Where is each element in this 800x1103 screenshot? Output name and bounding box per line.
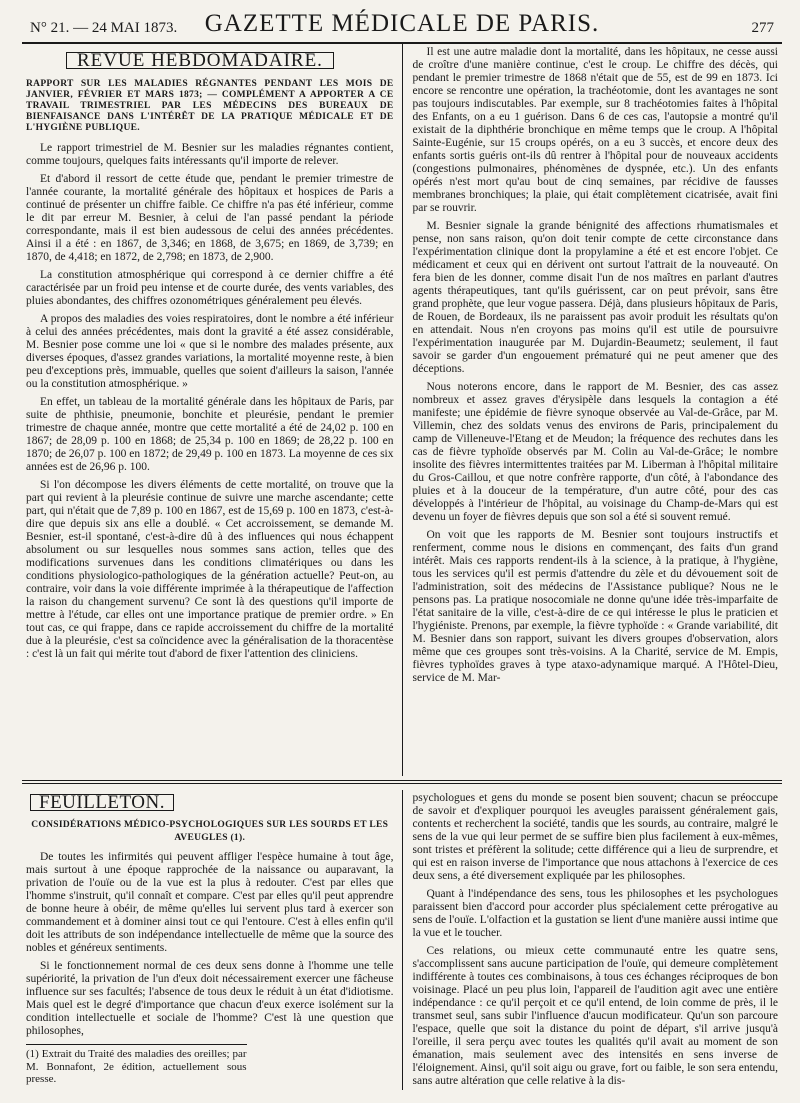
revue-paragraph: On voit que les rapports de M. Besnier sont toujours instructifs et renferment, comme nous le disions en commençant, des faits d'un grand intérêt. Mais ces rapports rendent-ils à la science, à la pratique, à l'hygiène, tous les services qu'il est permis d'attendre du zèle et du dévouement soit de l'administration, soit des médecins de l'Assistance publique? Nous ne le pensons pas. La pratique nosocomiale ne donne qu'une idée très-imparfaite de l'état sanitaire de la ville, c'est-à-dire de ce qui intéresse le plus le praticien et l'hygiéniste. Prenons, par exemple, la fièvre typhoïde : « Grande variabilité, dit M. Besnier dans son rapport, suivant les divers groupes d'observation, alors même que ces groupes sont très-voisins. A la Charité, service de M. Empis, fièvres typhoïdes graves à type ataxo-adynamique marqué. A l'Hôtel-Dieu, service de M. Mar- bbox=[412, 529, 778, 684]
feuilleton-section-title: FEUILLETON. bbox=[30, 794, 174, 811]
feuilleton-paragraph: Si le fonctionnement normal de ces deux sens donne à l'homme une telle supériorité, la privation de l'un d'eux doit nécessairement exercer une fâcheuse influence sur ses facultés; l'absence de tous deux le réduit à un état d'idiotisme. Mais quel est le degré d'importance que chacun d'eux exerce isolément sur la condition intellectuelle et sociale de l'homme? C'est là une question que philosophes, bbox=[26, 960, 394, 1037]
revue-paragraph: M. Besnier signale la grande bénignité des affections rhumatismales et pense, non sans raison, qu'on doit tenir compte de cette circonstance dans l'expérimentation clinique dont la propylamine a été et est encore l'objet. Ce médicament et ceux qui en dérivent ont surtout l'attrait de la nouveauté. On fera bien de les donner, comme disait l'un de nos maîtres en parlant d'autres agents thérapeutiques, tant qu'ils guérissent, car on peut prévoir, sans être grand prophète, que leur vogue passera. Déjà, dans plusieurs hôpitaux de Paris, de Rouen, de Bordeaux, ils ne paraissent pas avoir produit les résultats qu'on en attendait. Nous n'en croyons pas moins qu'il est utile de poursuivre l'expérimentation inaugurée par M. Dujardin-Beaumetz; seulement, il faut savoir se garder d'un engouement prématuré qui ne peut amener que des déceptions. bbox=[412, 220, 778, 375]
revue-paragraph: A propos des maladies des voies respiratoires, dont le nombre a été inférieur à celui des années précédentes, mais dont la gravité a été assez considérable, M. Besnier pose comme une loi « que si le nombre des malades présente, aux diverses époques, d'assez grandes variations, la mortalité moyenne reste, à bien peu d'exceptions près, immuable, quelles que soient d'ailleurs la saison, l'année ou la constitution atmosphérique. » bbox=[26, 313, 394, 390]
section-separator bbox=[22, 780, 782, 784]
feuilleton-left-column bbox=[22, 790, 402, 1090]
issue-number: N° 21. — 24 MAI 1873. bbox=[30, 20, 178, 36]
page-header bbox=[22, 8, 782, 44]
revue-paragraph: Le rapport trimestriel de M. Besnier sur les maladies régnantes contient, comme toujours, quelques faits intéressants qu'il importe de relever. bbox=[26, 142, 394, 167]
footnote: (1) Extrait du Traité des maladies des oreilles; par M. Bonnafont, 2e édition, actuellement sous presse. bbox=[26, 1044, 247, 1086]
revue-section bbox=[22, 44, 782, 776]
revue-paragraph: La constitution atmosphérique qui correspond à ce dernier chiffre a été caractérisée par un froid peu intense et de courte durée, des vents variables, des pluies abondantes, des chiffres ozonométriques généralement peu élevés. bbox=[26, 269, 394, 307]
feuilleton-right-column bbox=[403, 790, 783, 1090]
revue-paragraph: Il est une autre maladie dont la mortalité, dans les hôpitaux, ne cesse aussi de croître d'une manière continue, c'est le croup. Le chiffre des décès, qui pendant le premier trimestre de 1868 n'était que de 55, est de 99 en 1873. Ici encore se rencontre une opération, la trachéotomie, dont les avantages ne sont pas toujours indiscutables. Par exemple, sur 8 trachéotomies faites à l'hôpital des Enfants, on a eu 1 guérison. Dans 6 de ces cas, l'autopsie a montré qu'il existait de la diphthérie bronchique en même temps que le croup. A l'hôpital Sainte-Eugénie, sur 15 croups opérés, on a eu 3 succès, et encore deux des enfants sortis guéris ont-ils dû rentrer à l'hôpital pour de nouveaux accidents (congestions pulmonaires, phénomènes de dyspnée, etc.). Un des enfants opérés n'est mort qu'au bout de cinq semaines, par récidive de fausses membranes bronchiques; la plaie, qui était complètement cicatrisée, avait fini par se rouvrir. bbox=[412, 46, 778, 214]
revue-paragraph: En effet, un tableau de la mortalité générale dans les hôpitaux de Paris, par suite de phthisie, pneumonie, bonchite et pleurésie, pendant le premier trimestre de chaque année, montre que cette mortalité a été de 24,02 p. 100 en 1867; de 28,09 p. 100 en 1868; de 25,34 p. 100 en 1869; de 28,22 p. 100 en 1870; de 26,07 p. 100 en 1872; de 29,49 p. 100 en 1873. La moyenne de ces six années est de 26,96 p. 100. bbox=[26, 396, 394, 473]
journal-title: GAZETTE MÉDICALE DE PARIS. bbox=[204, 10, 600, 37]
revue-paragraph: Si l'on décompose les divers éléments de cette mortalité, on trouve que la part qui revient à la pleurésie continue de suivre une marche ascendante; cette part, qui n'était que de 7,89 p. 100 en 1867, est de 15,69 p. 100 en 1873, c'est-à-dire que depuis six ans elle a doublé. « Cet accroissement, se demande M. Besnier, est-il spontané, c'est-à-dire dû à des influences qui nous échappent absolument ou sur lesquelles nous sommes sans action, telles que des modifications survenues dans les conditions climatériques ou dans les conditions physiologico-pathologiques de la génération actuelle? Peut-on, au contraire, voir dans la voie différente imprimée à la thérapeutique de l'affection la raison du changement survenu? Ce sont là des questions qu'il importe de mettre à l'étude, car elles ont une importance pratique de premier ordre. » En tout cas, ce qui frappe, dans ce rapide accroissement du chiffre de la mortalité due à la pleurésie, c'est sa coïncidence avec la généralisation de la thoracentèse : c'est là un fait qui mérite tout d'abord de fixer l'attention des cliniciens. bbox=[26, 479, 394, 660]
page-number: 277 bbox=[751, 20, 774, 36]
feuilleton-subhead: CONSIDÉRATIONS MÉDICO-PSYCHOLOGIQUES SUR LES SOURDS ET LES AVEUGLES (1). bbox=[31, 820, 389, 843]
feuilleton-section bbox=[22, 790, 782, 1090]
feuilleton-paragraph: psychologues et gens du monde se posent bien souvent; chacun se préoccupe de savoir et d'expliquer pourquoi les aveugles paraissent généralement gais, contents et recherchent la société, tandis que les sourds, au contraire, malgré le sens de la vue qui leur permet de se suffire bien plus facilement à eux-mêmes, sont tristes et préfèrent la solitude; cette différence qui a lieu de surprendre, et qui est en raison inverse de l'importance que nous attachons à l'exercice de ces deux sens, a été diversement expliquée par les philosophes. bbox=[412, 792, 778, 882]
revue-paragraph: Et d'abord il ressort de cette étude que, pendant le premier trimestre de l'année courante, la mortalité générale des hôpitaux et hospices de Paris a continué de présenter un chiffre faible. Ce chiffre n'a pas été inférieur, comme le dit par erreur M. Besnier, à celui de l'an passé pendant la période correspondante, mais il est bien audessous de celui des années précédentes. Ainsi il a été : en 1867, de 3,346; en 1868, de 3,675; en 1869, de 3,739; en 1870, de 4,418; en 1872, de 2,798; en 1873, de 2,900. bbox=[26, 173, 394, 263]
feuilleton-paragraph: Ces relations, ou mieux cette communauté entre les quatre sens, s'accomplissent sans aucune participation de l'ouïe, qui demeure complètement indifférente à toutes ces combinaisons, à tous ces échanges réciproques de bon voisinage. Placé un peu plus loin, l'appareil de l'audition agit avec une entière indépendance : ce qu'il perçoit et ce qu'il entend, de loin comme de près, il le transmet seul, sans subir l'influence d'aucun modificateur. Qu'un son parcoure l'espace, quelle que soit la distance du point de départ, s'il arrive jusqu'à l'oreille, il sera perçu avec toutes les qualités qu'il avait au moment de son émanation, mais seulement avec des intensités en sens inverse de l'éloignement. Ainsi, qu'il soit aigu ou grave, fort ou faible, le son sera entendu, sans autre altération que celle relative à la dis- bbox=[412, 945, 778, 1087]
revue-section-title: REVUE HEBDOMADAIRE. bbox=[66, 52, 334, 69]
revue-right-column bbox=[403, 44, 783, 776]
feuilleton-paragraph: Quant à l'indépendance des sens, tous les philosophes et les psychologues paraissent bien d'accord pour accorder plus spécialement cette prérogative au sens de l'ouïe. L'olfaction et la gustation se lient d'une manière aussi intime que la vue et le toucher. bbox=[412, 888, 778, 939]
feuilleton-paragraph: De toutes les infirmités qui peuvent affliger l'espèce humaine à tout âge, mais surtout à une époque rapprochée de la naissance ou auparavant, la privation de l'ouïe ou de la vue est la plus à redouter. C'est par elles que l'homme s'instruit, qu'il connaît et compare. C'est par elles qu'il peut apprendre de bonne heure à obéir, de même qu'elles lui servent plus tard à exercer son commandement et à dominer ainsi tout ce qui l'entoure. C'est à elles enfin qu'il doit les attributs de son indépendance intellectuelle de même que la source des nobles et généreux sentiments. bbox=[26, 851, 394, 954]
revue-left-column bbox=[22, 44, 402, 776]
revue-subhead: RAPPORT SUR LES MALADIES RÉGNANTES PENDANT LES MOIS DE JANVIER, FÉVRIER ET MARS 1873; — COMPLÉMENT A APPORTER A CE TRAVAIL TRIMESTRIEL PAR LES MÉDECINS DES BUREAUX DE BIENFAISANCE DANS L'INTÉRÊT DE LA PRATIQUE MÉDICALE ET DE L'HYGIÈNE PUBLIQUE. bbox=[26, 79, 394, 133]
revue-paragraph: Nous noterons encore, dans le rapport de M. Besnier, des cas assez nombreux et assez graves d'érysipèle dans lesquels la contagion a été manifeste; une épidémie de fièvre synoque observée au Val-de-Grâce, par M. Villemin, chez des soldats venus des environs de Paris, principalement du camp de Villeneuve-l'Etang et de Meudon; la fréquence des rechutes dans les cas de fièvre typhoïde observés par M. Colin au Val-de-Grâce; le nombre insolite des fièvres intermittentes traitées par M. Liberman à l'hôpital militaire du Gros-Caillou, et que notre confrère rapporte, d'un côté, à l'abondance des pluies et à la douceur de la température, d'un autre côté, pour des cas développés à l'intérieur de l'hôpital, au voisinage du Champ-de-Mars qui est devenu un foyer de fièvres depuis que son sol a été si souvent remué. bbox=[412, 381, 778, 523]
